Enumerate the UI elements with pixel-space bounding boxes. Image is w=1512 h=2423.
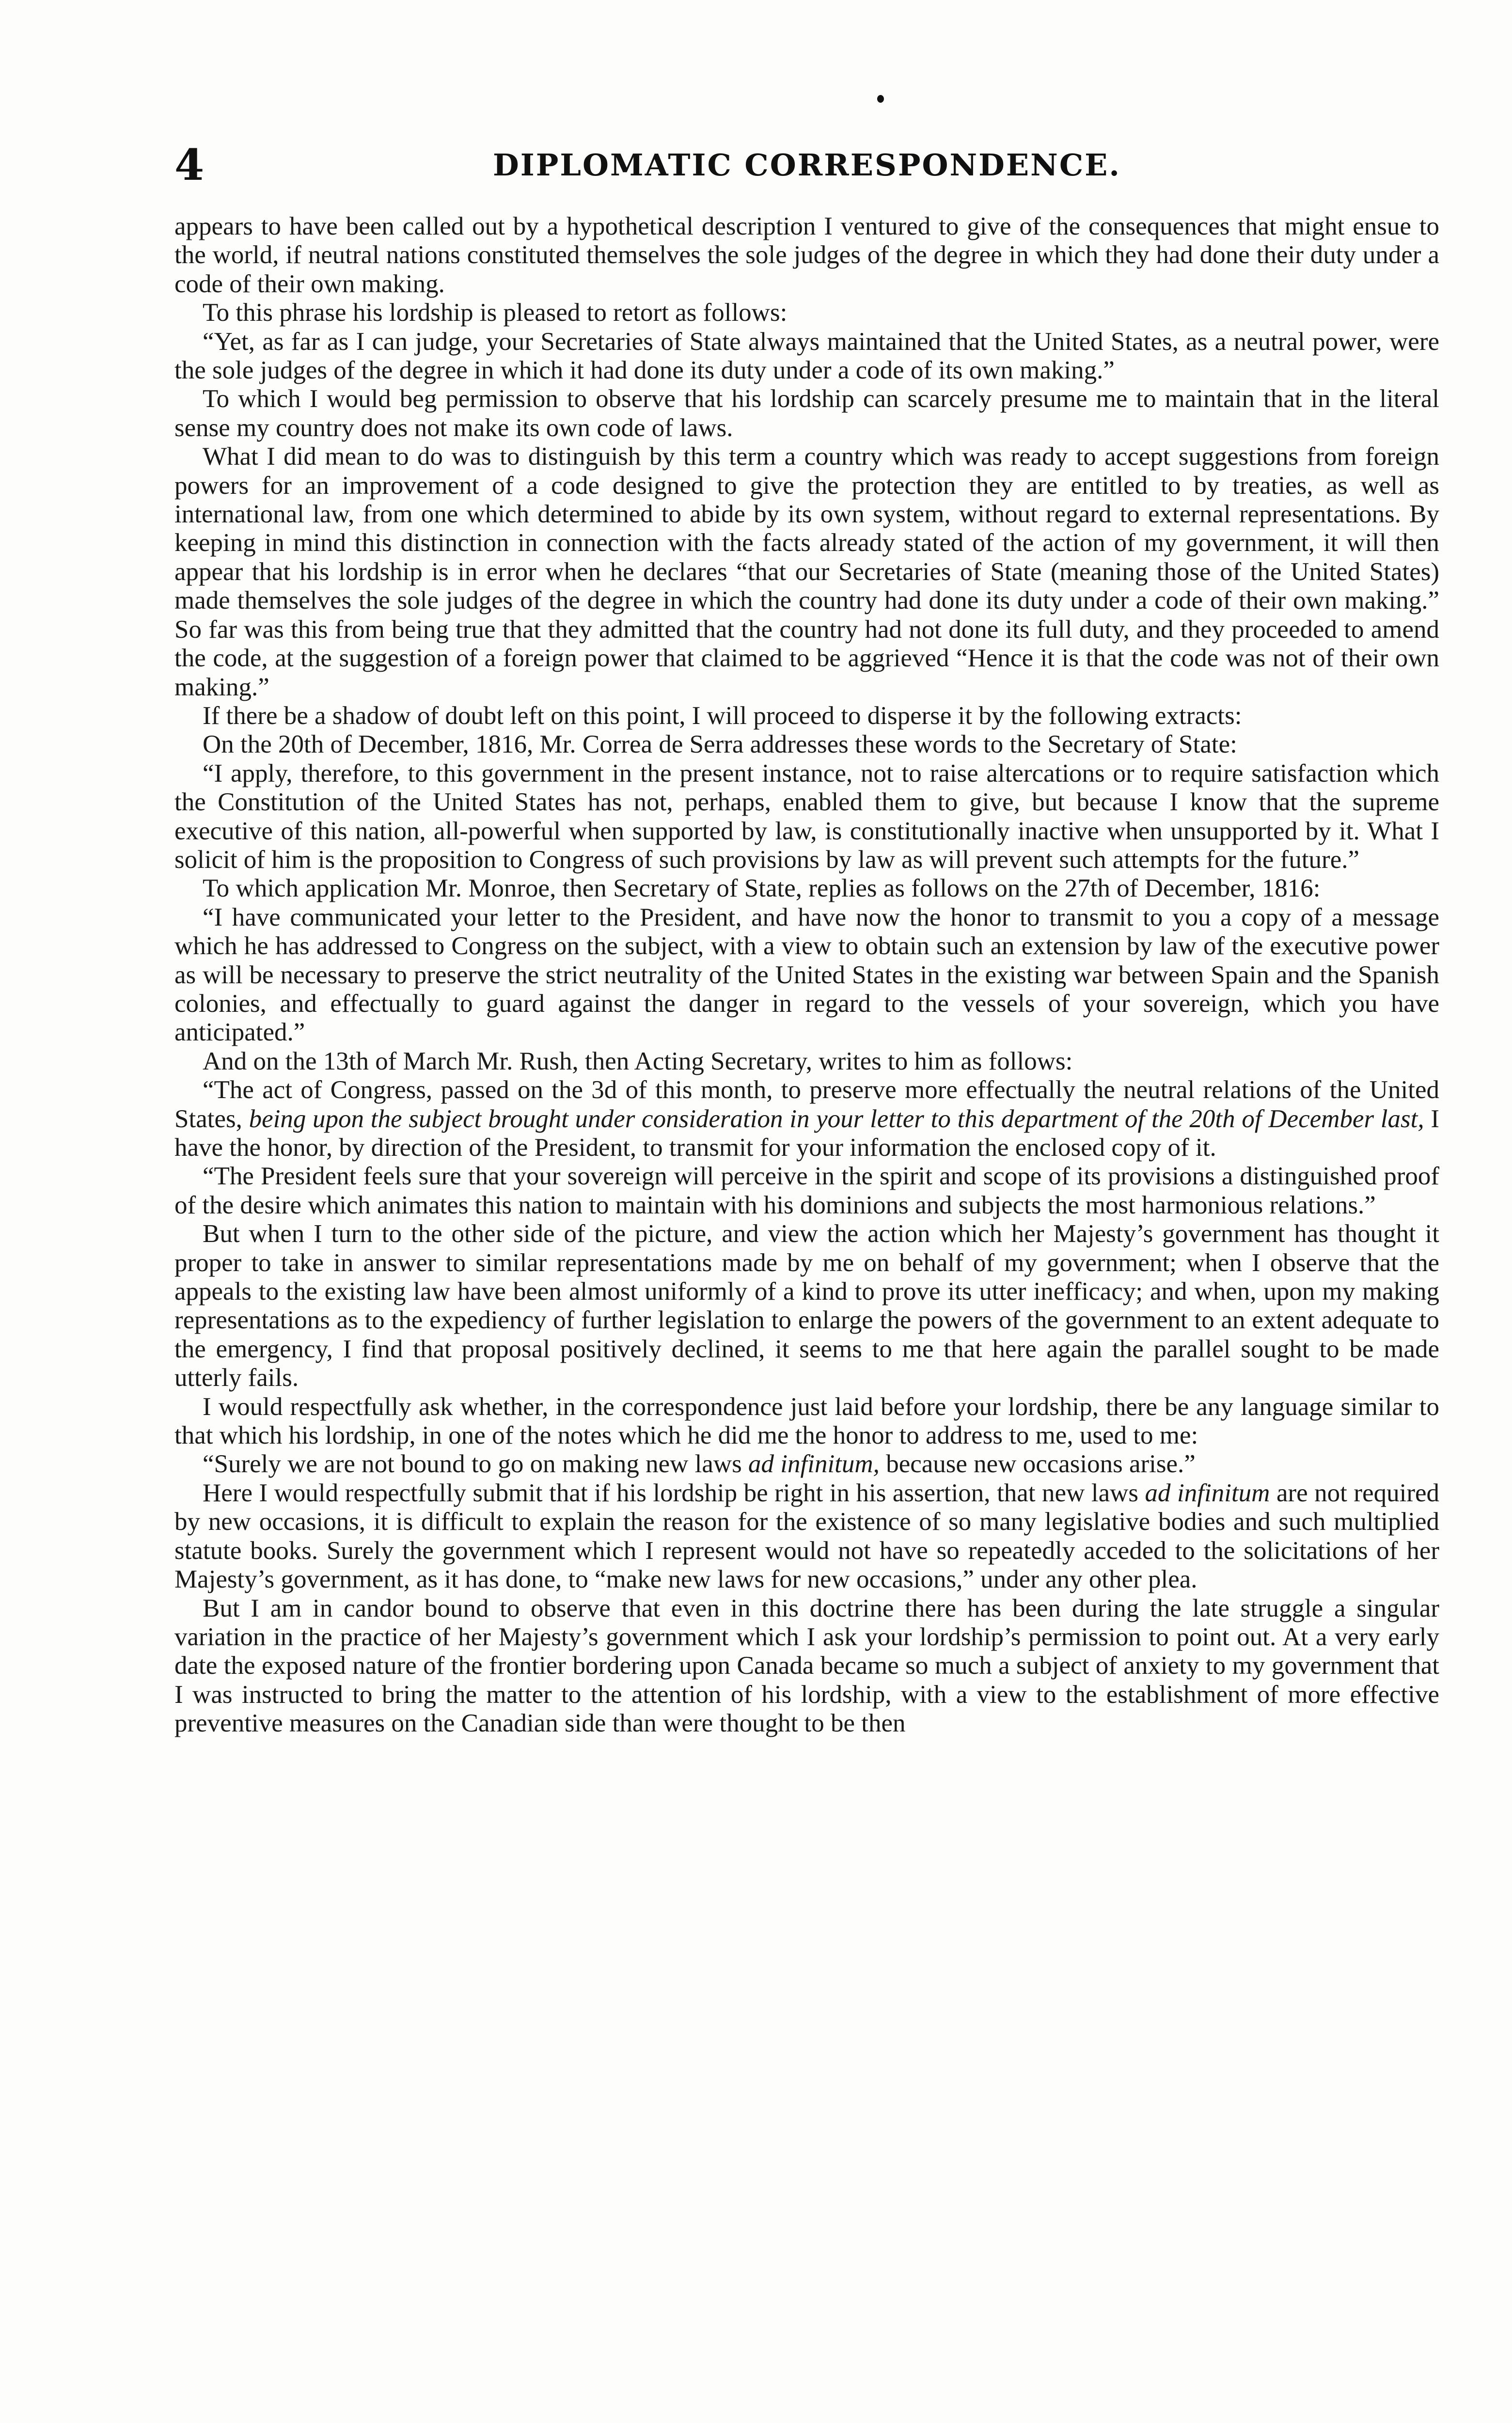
ink-speck (877, 95, 884, 103)
page-header (174, 138, 1439, 191)
paragraph: What I did mean to do was to distinguish by this term a country which was ready to accept suggestions from foreign powers for an improvement of a code designed to give the protection they are entitled to by treaties, as well as international law, from one which determined to abide by its own system, without regard to external representations. By keeping in mind this distinction in connection with the facts already stated of the action of my government, it will then appear that his lordship is in error when he declares “that our Secretaries of State (meaning those of the United States) made themselves the sole judges of the degree in which the country had done its duty under a code of their own making.” So far was this from being true that they admitted that the country had not done its full duty, and they proceeded to amend the code, at the suggestion of a foreign power that claimed to be aggrieved “Hence it is that the code was not of their own making.” (174, 442, 1439, 701)
text-run: Here I would respectfully submit that if his lordship be right in his assertion, that new laws (203, 1479, 1145, 1507)
paragraph: To which application Mr. Monroe, then Secretary of State, replies as follows on the 27th of December, 1816: (203, 874, 1321, 903)
page-number: 4 (174, 140, 205, 190)
quoted-paragraph: “I have communicated your letter to the President, and have now the honor to transmit to you a copy of a message which he has addressed to Congress on the subject, with a view to obtain such an extension by law of the executive power as will be necessary to preserve the strict neutrality of the United States in the existing war between Spain and the Spanish colonies, and effectually to guard against the danger in regard to the vessels of your sovereign, which you have anticipated.” (174, 903, 1439, 1047)
paragraph: And on the 13th of March Mr. Rush, then Acting Secretary, writes to him as follows: (203, 1047, 1073, 1075)
paragraph: I would respectfully ask whether, in the correspondence just laid before your lordship, there be any language similar to that which his lordship, in one of the notes which he did me the honor to address to me, used to me: (174, 1392, 1439, 1450)
text-run: “The act of Congress, passed on the 3d of this month, to preserve more effectually the neutral relations of the United States, (174, 1076, 1439, 1133)
paragraph: On the 20th of December, 1816, Mr. Correa de Serra addresses these words to the Secretary of State: (203, 730, 1237, 759)
paragraph: But I am in candor bound to observe that even in this doctrine there has been during the late struggle a singular variation in the practice of her Majesty’s government which I ask your lordship’s permission to point out. At a very early date the exposed nature of the frontier bordering upon Canada became so much a subject of anxiety to my government that I was instructed to bring the matter to the attention of his lordship, with a view to the establishment of more effective preventive measures on the Canadian side than were thought to be then (174, 1594, 1439, 1738)
text-run: I have the honor, by direction of the President, to transmit for your information the enclosed copy of it. (174, 1104, 1439, 1162)
quoted-paragraph: “I apply, therefore, to this government in the present instance, not to raise altercations or to require satisfaction which the Constitution of the United States has not, perhaps, enabled them to give, but because I know that the supreme executive of this nation, all-powerful when supported by law, is constitutionally inactive when unsupported by it. What I solicit of him is the proposition to Congress of such provisions by law as will prevent such attempts for the future.” (174, 759, 1439, 874)
paragraph: appears to have been called out by a hypothetical description I ventured to give of the consequences that might ensue to the world, if neutral nations constituted themselves the sole judges of the degree in which they had done their duty under a code of their own making. (174, 212, 1439, 298)
italic-run: ad infinitum (1145, 1479, 1270, 1507)
paragraph: If there be a shadow of doubt left on this point, I will proceed to disperse it by the following extracts: (203, 701, 1242, 730)
body-text (174, 212, 1439, 1738)
italic-run: ad infinitum, (748, 1450, 880, 1479)
italic-run: being upon the subject brought under consideration in your letter to this department of the 20th of December last, (249, 1104, 1424, 1133)
quoted-paragraph (174, 1450, 1439, 1479)
text-run: are not required by new occasions, it is difficult to explain the reason for the existence of so many legislative bodies and such multiplied statute books. Surely the government which I represent would not have so repeatedly acceded to the solicitations of her Majesty’s government, as it has done, to “make new laws for new occasions,” under any other plea. (174, 1479, 1439, 1594)
paragraph: To this phrase his lordship is pleased to retort as follows: (203, 299, 788, 327)
paragraph: But when I turn to the other side of the picture, and view the action which her Majesty’s government has thought it proper to take in answer to similar representations made by me on behalf of my government; when I observe that the appeals to the existing law have been almost uniformly of a kind to prove its utter inefficacy; and when, upon my making representations as to the expediency of further legislation to enlarge the powers of the government to an extent adequate to the emergency, I find that proposal positively declined, it seems to me that here again the parallel sought to be made utterly fails. (174, 1220, 1439, 1392)
text-run: “Surely we are not bound to go on making new laws (203, 1450, 749, 1479)
text-run: because new occasions arise.” (879, 1450, 1196, 1479)
paragraph (174, 1479, 1439, 1594)
paragraph: To which I would beg permission to observe that his lordship can scarcely presume me to maintain that in the literal sense my country does not make its own code of laws. (174, 385, 1439, 442)
quoted-paragraph: “The President feels sure that your sovereign will perceive in the spirit and scope of its provisions a distinguished proof of the desire which animates this nation to maintain with his dominions and subjects the most harmonious relations.” (174, 1162, 1439, 1219)
quoted-paragraph: “Yet, as far as I can judge, your Secretaries of State always maintained that the United States, as a neutral power, were the sole judges of the degree in which it had done its duty under a code of its own making.” (174, 327, 1439, 385)
running-head-title: DIPLOMATIC CORRESPONDENCE. (492, 147, 1121, 183)
quoted-paragraph (174, 1076, 1439, 1162)
